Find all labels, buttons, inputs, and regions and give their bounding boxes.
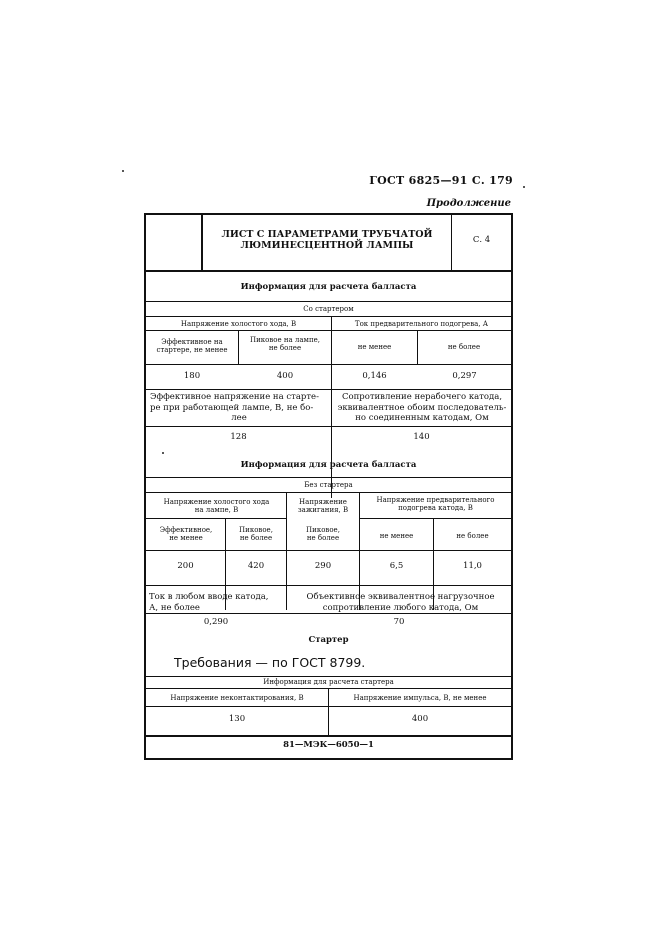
ballast-heading-2: Информация для расчета балласта bbox=[240, 460, 417, 470]
resistance-line1: Сопротивление нерабочего катода, bbox=[341, 392, 503, 402]
rule bbox=[146, 613, 511, 614]
cathode-current-line1: Ток в любом вводе катода, bbox=[149, 592, 269, 602]
value-cathode-current: 0,290 bbox=[203, 617, 229, 627]
operating-voltage-line3: лее bbox=[231, 413, 247, 424]
col-ignition-voltage bbox=[287, 498, 359, 514]
rule bbox=[146, 585, 511, 586]
title-bottom-rule bbox=[146, 270, 511, 272]
standard-header: ГОСТ 6825—91 С. 179 bbox=[369, 174, 513, 187]
without-starter-subheading: Без стартера bbox=[304, 481, 353, 489]
rule bbox=[146, 426, 511, 427]
rule bbox=[146, 389, 511, 390]
section1-divider-left bbox=[238, 330, 239, 364]
rule bbox=[146, 477, 511, 478]
col-preheat-line2: подогрева катода, В bbox=[398, 504, 473, 513]
col-ignition-line2: зажигания, В bbox=[297, 506, 349, 515]
sub-effective-min-line2: не менее bbox=[169, 534, 203, 543]
value-operating-voltage: 128 bbox=[230, 432, 247, 442]
resistance-line2: эквивалентное обоим последователь- bbox=[337, 402, 507, 413]
col-lamp-voltage bbox=[148, 498, 285, 514]
rule bbox=[146, 364, 511, 365]
sub-effective-min bbox=[147, 526, 225, 542]
continuation-label: Продолжение bbox=[426, 198, 511, 209]
sub-ignition-peak-line2: не более bbox=[306, 534, 340, 543]
sub-effective-on-starter bbox=[148, 338, 236, 354]
col-lamp-voltage-line2: на лампе, В bbox=[194, 506, 239, 515]
operating-voltage-line2: ре при работающей лампе, В, не бо- bbox=[150, 402, 314, 413]
sub-effective-min-line1: Эффективное, bbox=[159, 526, 213, 534]
sub-peak-max bbox=[226, 526, 286, 542]
sub-effective-line1: Эффективное на bbox=[161, 338, 223, 346]
value-ignition-peak: 290 bbox=[314, 561, 332, 571]
value-min-current: 0,146 bbox=[362, 371, 387, 381]
rule bbox=[146, 706, 511, 707]
rule bbox=[146, 518, 286, 519]
resistance-line3: но соединенным катодам, Ом bbox=[355, 413, 489, 424]
sheet-title bbox=[206, 230, 448, 252]
scan-speck bbox=[523, 186, 525, 188]
cathode-resistance-label bbox=[334, 392, 510, 424]
col-open-circuit-voltage: Напряжение холостого хода, В bbox=[180, 320, 297, 328]
operating-starter-voltage-label bbox=[150, 392, 328, 424]
footer-rule bbox=[146, 735, 511, 737]
sub-peak-line1: Пиковое на лампе, bbox=[249, 336, 321, 344]
sub-ignition-peak-max bbox=[287, 526, 359, 542]
sub-preheat-max: не более bbox=[456, 532, 489, 540]
sub-peak-max-line1: Пиковое, bbox=[239, 526, 273, 534]
sub-ignition-peak-line1: Пиковое, bbox=[306, 526, 340, 534]
rule bbox=[146, 550, 511, 551]
starter-heading: Стартер bbox=[308, 635, 349, 645]
sub-preheat-min: не менее bbox=[379, 532, 414, 540]
col-ignition-line1: Напряжение bbox=[299, 498, 347, 506]
value-preheat-min: 6,5 bbox=[389, 561, 404, 571]
rule bbox=[146, 316, 511, 317]
sub-peak-line2: не более bbox=[268, 344, 302, 353]
sheet-title-line1: ЛИСТ С ПАРАМЕТРАМИ ТРУБЧАТОЙ bbox=[221, 229, 433, 240]
value-nonignition-voltage: 130 bbox=[228, 714, 246, 724]
col-nonignition-voltage: Напряжение неконтактирования, В bbox=[170, 694, 304, 702]
value-effective-voltage: 180 bbox=[183, 371, 201, 381]
value-pulse-voltage: 400 bbox=[411, 714, 429, 724]
sub-max-current: не более bbox=[447, 343, 481, 351]
footer-code: 81—МЭК—6050—1 bbox=[283, 740, 374, 750]
operating-voltage-line1: Эффективное напряжение на старте- bbox=[150, 392, 319, 402]
value-peak-voltage: 400 bbox=[276, 371, 294, 381]
col-pulse-voltage: Напряжение импульса, В, не менее bbox=[353, 694, 487, 702]
sub-peak-max-line2: не более bbox=[239, 534, 273, 543]
sheet-title-line2: ЛЮМИНЕСЦЕНТНОЙ ЛАМПЫ bbox=[240, 239, 414, 251]
value-preheat-max: 11,0 bbox=[463, 561, 482, 571]
cathode-current-label bbox=[149, 592, 285, 613]
rule bbox=[146, 676, 511, 677]
starter-requirements: Требования — по ГОСТ 8799. bbox=[174, 655, 366, 670]
rule bbox=[146, 492, 511, 493]
value-max-current: 0,297 bbox=[452, 371, 477, 381]
sub-effective-line2: стартере, не менее bbox=[156, 346, 228, 355]
col-preheat-current: Ток предварительного подогрева, А bbox=[354, 320, 489, 328]
sub-peak-on-lamp bbox=[240, 336, 330, 352]
col-lamp-voltage-line1: Напряжение холостого хода bbox=[163, 498, 270, 506]
cathode-current-line2: А, не более bbox=[149, 602, 200, 613]
rule bbox=[359, 518, 511, 519]
load-resistance-line2: сопротивление любого катода, Ом bbox=[322, 602, 479, 613]
scan-speck bbox=[122, 170, 124, 172]
col-cathode-preheat-voltage bbox=[360, 496, 511, 512]
sheet-page-number: С. 4 bbox=[472, 235, 491, 245]
value-cathode-resistance: 140 bbox=[413, 432, 430, 442]
load-resistance-line1: Объективное эквивалентное нагрузочное bbox=[306, 592, 495, 602]
rule bbox=[146, 330, 511, 331]
load-resistance-label bbox=[290, 592, 511, 613]
value-load-resistance: 70 bbox=[393, 617, 405, 627]
col-preheat-line1: Напряжение предварительного bbox=[376, 496, 495, 504]
value-lamp-peak: 420 bbox=[247, 561, 265, 571]
title-left-divider bbox=[201, 215, 203, 270]
sub-min-current: не менее bbox=[357, 343, 392, 351]
ballast-heading-1: Информация для расчета балласта bbox=[240, 282, 417, 292]
value-lamp-effective: 200 bbox=[177, 561, 194, 571]
parameter-sheet-frame bbox=[144, 213, 513, 760]
with-starter-subheading: Со стартером bbox=[303, 305, 354, 313]
rule bbox=[146, 301, 511, 302]
starter-info-heading: Информация для расчета стартера bbox=[263, 678, 394, 686]
section1-divider-right bbox=[417, 330, 418, 364]
